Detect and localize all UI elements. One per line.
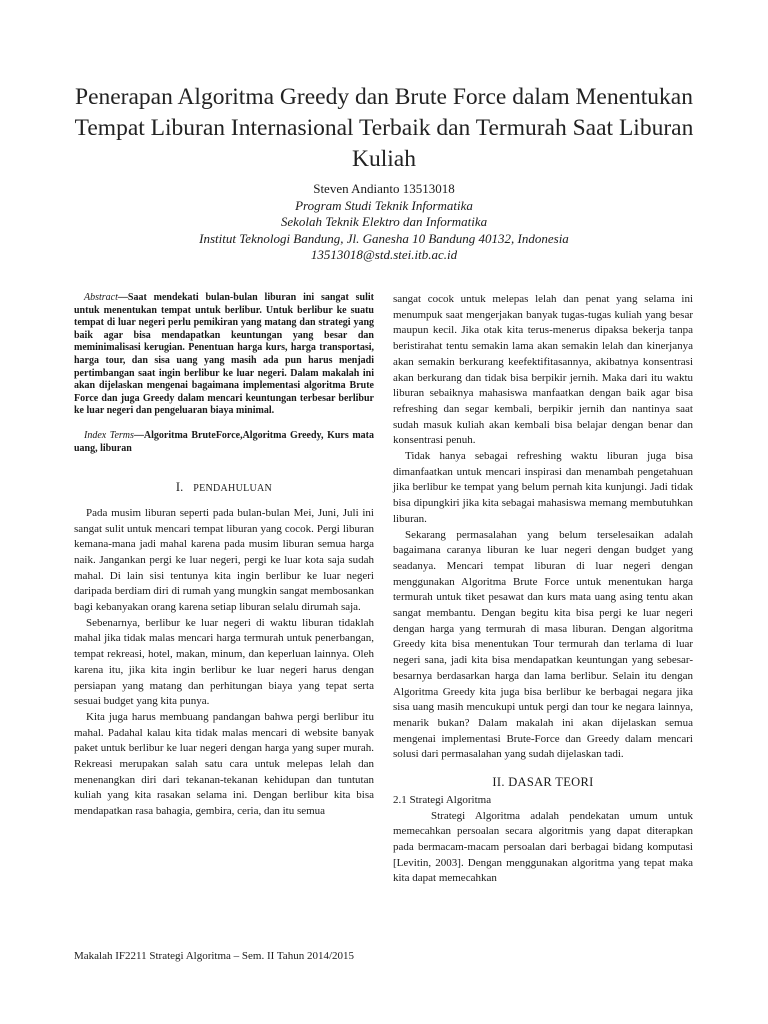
paragraph: Kita juga harus membuang pandangan bahwa pergi berlibur itu mahal. Padahal kalau kita tidak malas mencari di website banyak paket untuk berlibur ke luar negeri dengan harga yang super murah. Rekreasi merupakan salah satu cara untuk melepas lelah dan menenangkan diri dari tekanan-tekanan kehidupan dan tuntutan kuliah yang kita rasakan selama ini. Dengan berlibur kita bisa mendapatkan rasa bahagia, gembira, ceria, dan itu semua <box>74 710 374 818</box>
section-heading-dasar-teori: II. DASAR TEORI <box>492 775 594 790</box>
subsection-heading: 2.1 Strategi Algoritma <box>393 793 492 806</box>
section-number: I. <box>175 480 184 495</box>
author-name: Steven Andianto 13513018 <box>313 181 455 196</box>
author-email: 13513018@std.stei.itb.ac.id <box>310 247 458 262</box>
paragraph: sangat cocok untuk melepas lelah dan penat yang selama ini menumpuk saat mengerjakan banyak tugas-tugas kuliah yang besar maupun kecil. Jika otak kita terus-menerus dipaksa bekerja tanpa beristirahat tentu semakin lama akan semakin lelah dan kinerjanya akan semakin berkurang keefektifitasannya, akibatnya konsentrasi akan berkurang dan tidak bisa berpikir jernih. Maka dari itu waktu liburan sebaiknya mahasiswa manfaatkan dengan baik agar bisa refreshing dan segar kembali, berpikir jernih dan nantinya saat sudah masuk kuliah akan kembali bisa belajar dengan benar dan konsentrasi penuh. <box>393 293 693 447</box>
affiliation-school: Sekolah Teknik Elektro dan Informatika <box>280 214 488 229</box>
paper-title: Penerapan Algoritma Greedy dan Brute Force dalam Menentukan Tempat Liburan Internasional Terbaik dan Termurah Saat Liburan Kuliah <box>74 84 694 172</box>
paragraph: Sebenarnya, berlibur ke luar negeri di waktu liburan tidaklah mahal jika tidak malas mencari harga termurah untuk penerbangan, tempat rekreasi, hotel, makan, minum, dan keperluan lainnya. Oleh karena itu, jika kita ingin berlibur ke luar negeri harus dengan persiapan yang matang dan perhitungan biaya yang tepat serta sesuai budget yang kita punya. <box>74 616 374 708</box>
author-block <box>60 181 708 264</box>
paragraph: Pada musim liburan seperti pada bulan-bulan Mei, Juni, Juli ini sangat sulit untuk mencari tempat liburan yang cocok. Pergi liburan kemana-mana jadi mahal karena pada musim liburan semua harga naik. Jangankan pergi ke luar negeri, pergi ke luar kota saja sudah mahal. Di lain sisi tentunya kita ingin berlibur ke luar negeri daripada berdiam diri di rumah yang mungkin sangat membosankan bagi kebanyakan orang karena setiap liburan selalu dirumah saja. <box>74 506 374 614</box>
left-column <box>74 292 374 820</box>
page-footer: Makalah IF2211 Strategi Algoritma – Sem. II Tahun 2014/2015 <box>74 950 355 962</box>
abstract-label: Abstract <box>84 292 118 303</box>
paragraph: Strategi Algoritma adalah pendekatan umum untuk memecahkan persoalan secara algoritmis yang dapat diterapkan pada bermacam-macam persoalan dari berbagai bidang komputasi [Levitin, 2003]. Dengan menggunakan algoritma yang tepat maka kita dapat memecahkan <box>393 809 693 885</box>
index-terms-text: —Algoritma BruteForce,Algoritma Greedy, Kurs mata uang, liburan <box>74 429 374 454</box>
abstract <box>74 292 374 418</box>
paragraph: Tidak hanya sebagai refreshing waktu liburan juga bisa dimanfaatkan untuk mencari inspirasi dan menambah pengetahuan jika berlibur ke tempat yang belum pernah kita kunjungi. Jadi tidak bisa dipungkiri jika kita sebagai mahasiswa memang membutuhkan liburan. <box>393 450 693 525</box>
abstract-text: —Saat mendekati bulan-bulan liburan ini sangat sulit untuk menentukan tempat untuk berlibur. Untuk berlibur ke suatu tempat di luar negeri perlu pemikiran yang matang dan strategi yang baik agar bisa mendapatkan keuntungan yang besar dan meminimalisasi kerugian. Penentuan harga kurs, harga transportasi, harga tour, dan sisa uang yang masih ada pun harus menjadi pertimbangan saat ingin berlibur ke luar negeri. Dalam makalah ini akan dijelaskan mengenai bagaimana implementasi algoritma Brute Force dan juga Greedy dalam mencari keuntungan terbesar berlibur ke luar negeri dan pengeluaran biaya minimal. <box>74 292 374 417</box>
affiliation-institute: Institut Teknologi Bandung, Jl. Ganesha 10 Bandung 40132, Indonesia <box>199 230 569 246</box>
right-column <box>393 292 693 887</box>
paragraph: Sekarang permasalahan yang belum terselesaikan adalah bagaimana caranya liburan ke luar negeri dengan budget yang seadanya. Mencari tempat liburan di luar negeri dengan menggunakan Algoritma Brute Force untuk menentukan harga termurah untuk tiket pesawat dan kurs mata uang asing tentu akan sangat membantu. Dengan begitu kita bisa pergi ke luar negeri dengan harga yang termurah di masa liburan. Dengan algoritma Greedy kita bisa menentukan Tour termurah dan terlama di luar negeri sana, jadi kita bisa mendapatkan keuntungan yang sebesar-besarnya berdasarkan harga dan lama berlibur. Selain itu dengan Algoritma Greedy kita juga bisa berlibur ke berbagai negara jika sisa uang masih mencukupi untuk pergi dan tour ke negara lainnya, menarik bukan? Dalam makalah ini akan dijelaskan semua mengenai implementasi Brute-Force dan Greedy dalam mencari solusi dari permasalahan yang sudah dijelaskan tadi. <box>393 528 693 761</box>
index-terms <box>74 430 374 455</box>
section-heading-pendahuluan <box>74 480 374 497</box>
affiliation-program: Program Studi Teknik Informatika <box>295 197 473 213</box>
section-title: PENDAHULUAN <box>193 483 273 495</box>
index-terms-label: Index Terms <box>84 429 134 441</box>
